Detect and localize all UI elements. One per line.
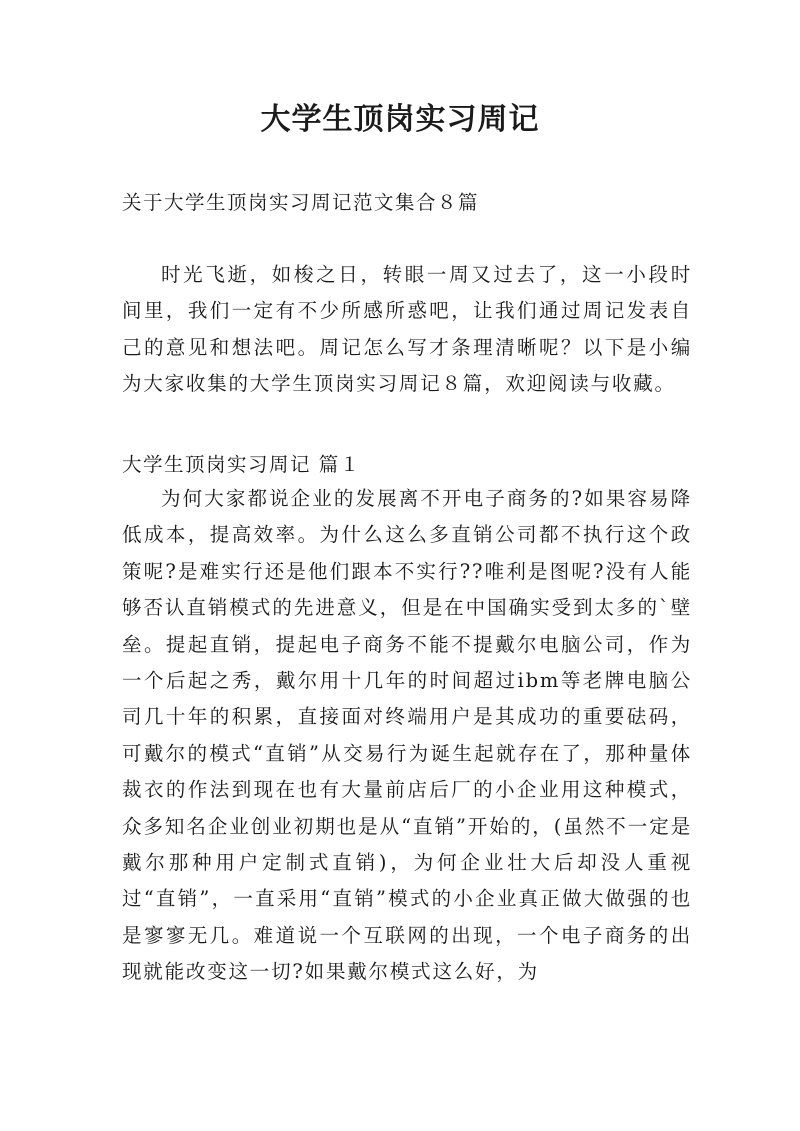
section-heading: 大学生顶岗实习周记 篇１ xyxy=(122,453,361,476)
intro-paragraph: 时光飞逝，如梭之日，转眼一周又过去了，这一小段时间里，我们一定有不少所感所惑吧，让我们通过周记发表自己的意见和想法吧。周记怎么写才条理清晰呢？以下是小编为大家收集的大学生顶岗实习周记８篇，欢迎阅读与收藏。 xyxy=(122,263,692,396)
section-body-paragraph: 为何大家都说企业的发展离不开电子商务的?如果容易降低成本，提高效率。为什么这么多直销公司都不执行这个政策呢?是难实行还是他们跟本不实行??唯利是图呢?没有人能够否认直销模式的先进意义，但是在中国确实受到太多的`壁垒。提起直销，提起电子商务不能不提戴尔电脑公司，作为一个后起之秀，戴尔用十几年的时间超过ibm等老牌电脑公司几十年的积累，直接面对终端用户是其成功的重要砝码，可戴尔的模式“直销”从交易行为诞生起就存在了，那种量体裁衣的作法到现在也有大量前店后厂的小企业用这种模式，众多知名企业创业初期也是从“直销”开始的，(虽然不一定是戴尔那种用户定制式直销)，为何企业壮大后却没人重视过“直销”，一直采用“直销”模式的小企业真正做大做强的也是寥寥无几。难道说一个互联网的出现，一个电子商务的出现就能改变这一切?如果戴尔模式这么好，为 xyxy=(122,487,692,984)
document-subtitle: 关于大学生顶岗实习周记范文集合８篇 xyxy=(122,191,480,214)
document-title: 大学生顶岗实习周记 xyxy=(260,102,540,137)
